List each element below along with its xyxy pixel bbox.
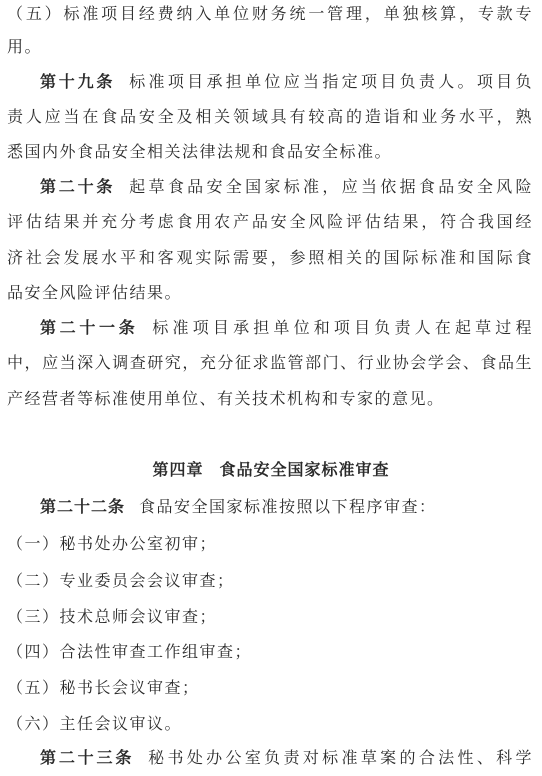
paragraph-line: 济社会发展水平和客观实际需要，参照相关的国际标准和国际食: [7, 248, 533, 267]
article-text: 起草食品安全国家标准，应当依据食品安全风险: [129, 177, 533, 196]
chapter-number: 第四章: [152, 460, 204, 479]
paragraph-line: 评估结果并充分考虑食用农产品安全风险评估结果，符合我国经: [7, 212, 533, 231]
article-text: 标准项目承担单位和项目负责人在起草过程: [152, 318, 533, 337]
list-item: （四）合法性审查工作组审查；: [7, 642, 253, 661]
list-item: （一）秘书处办公室初审；: [7, 534, 218, 553]
list-item: （六）主任会议审议。: [7, 714, 183, 733]
article-heading: 第二十二条: [40, 497, 126, 516]
paragraph-line: （五）标准项目经费纳入单位财务统一管理，单独核算，专款专: [7, 4, 533, 23]
article-19-first-line: [40, 72, 533, 92]
article-21-first-line: [40, 318, 533, 338]
chapter-title: 食品安全国家标准审查: [219, 460, 390, 479]
article-heading: 第二十条: [40, 177, 116, 196]
chapter-heading: [0, 460, 542, 480]
article-heading: 第十九条: [40, 72, 116, 91]
article-text: 标准项目承担单位应当指定项目负责人。项目负: [129, 72, 533, 91]
list-item: （五）秘书长会议审查；: [7, 678, 200, 697]
article-text: 食品安全国家标准按照以下程序审查：: [139, 497, 437, 516]
article-23-first-line: [40, 748, 533, 768]
paragraph-line: 中，应当深入调查研究，充分征求监管部门、行业协会学会、食品生: [7, 353, 533, 372]
paragraph-line: 悉国内外食品安全相关法律法规和食品安全标准。: [7, 142, 393, 161]
paragraph-line: 责人应当在食品安全及相关领域具有较高的造诣和业务水平，熟: [7, 107, 533, 126]
article-heading: 第二十三条: [40, 748, 135, 767]
article-22-first-line: [40, 497, 437, 517]
article-text: 秘书处办公室负责对标准草案的合法性、科学: [148, 748, 533, 767]
list-item: （三）技术总师会议审查；: [7, 607, 218, 626]
article-20-first-line: [40, 177, 533, 197]
paragraph-line: 品安全风险评估结果。: [7, 283, 183, 302]
paragraph-line: 产经营者等标准使用单位、有关技术机构和专家的意见。: [7, 389, 445, 408]
list-item: （二）专业委员会会议审查；: [7, 571, 235, 590]
article-heading: 第二十一条: [40, 318, 139, 337]
paragraph-line: 用。: [7, 37, 43, 56]
